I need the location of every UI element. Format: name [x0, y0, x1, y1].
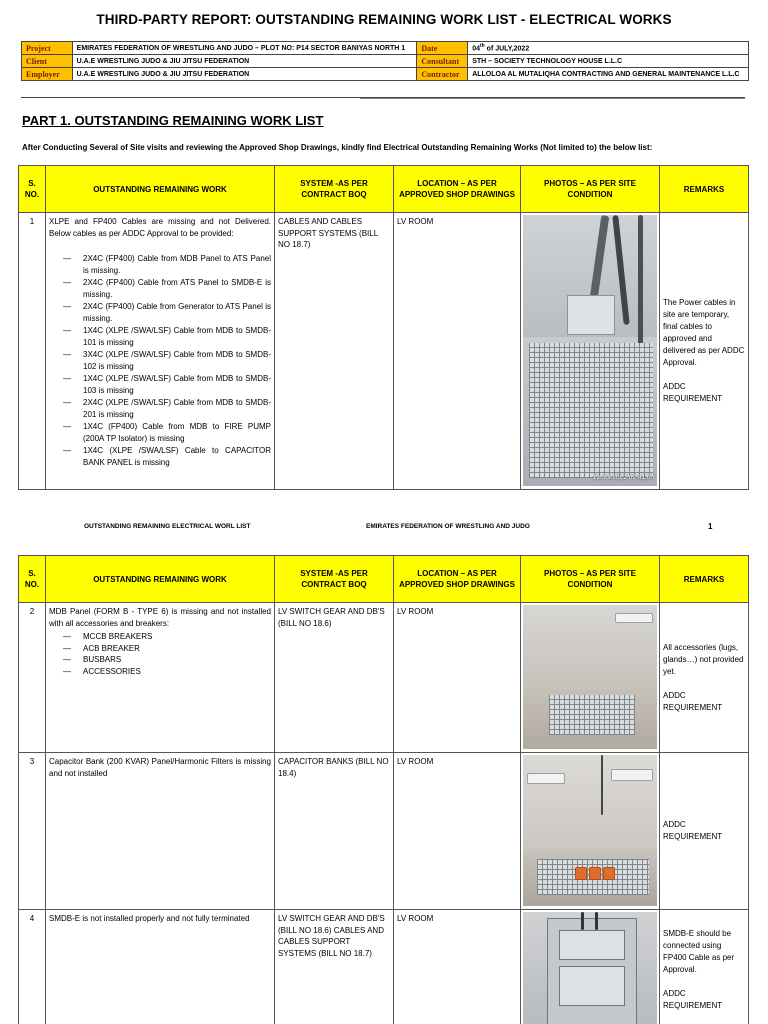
remarks-cell: SMDB-E should be connected using FP400 Cable as per Approval. ADDC REQUIREMENT	[660, 910, 749, 1024]
client-value: U.A.E WRESTLING JUDO & JIU JITSU FEDERATION	[72, 55, 417, 68]
list-item: — 3X4C (XLPE /SWA/LSF) Cable from MDB to SMDB-102 is missing	[49, 349, 271, 372]
date-label: Date	[417, 42, 468, 55]
header-remarks: REMARKS	[660, 556, 749, 603]
header-sno: S. NO.	[19, 166, 46, 213]
list-item: — 2X4C (FP400) Cable from Generator to ATS Panel is missing.	[49, 301, 271, 324]
site-photo-capacitor-room	[523, 755, 657, 906]
photo-cell	[521, 753, 660, 910]
date-value: 04th of JULY,2022	[468, 42, 749, 55]
photo-cell	[521, 213, 660, 490]
site-photo-cables	[523, 215, 657, 486]
table-row	[19, 753, 749, 910]
missing-cables-list	[49, 253, 271, 468]
row-number: 4	[19, 910, 46, 1024]
table-row	[19, 603, 749, 753]
work-description: MDB Panel (FORM B - TYPE 6) is missing and not installed with all accessories and breakers: — MCCB BREAKERS — ACB BREAKER — BUSBARS — ACCESSORIES	[46, 603, 275, 753]
photo-cell	[521, 603, 660, 753]
divider-line-secondary	[360, 98, 745, 99]
consultant-value: STH – SOCIETY TECHNOLOGY HOUSE L.L.C	[468, 55, 749, 68]
remarks-cell: ADDC REQUIREMENT	[660, 753, 749, 910]
work-table-page-2	[18, 555, 749, 1024]
row-number: 3	[19, 753, 46, 910]
header-photos: PHOTOS – AS PER SITE CONDITION	[521, 556, 660, 603]
intro-text: After Conducting Several of Site visits and reviewing the Approved Shop Drawings, kindly find Electrical Outstanding Remaining Works (Not limited to) the below list:	[22, 143, 653, 152]
row-number: 1	[19, 213, 46, 490]
work-description: XLPE and FP400 Cables are missing and not Delivered. Below cables as per ADDC Approval to be provided: — 2X4C (FP400) Cable from MDB Panel to ATS Panel is missing. — 2X4C (FP400) Cable from ATS Panel to SMDB-E is missing. — 2X4C (FP400) Cable from Generator to ATS Panel is missing. — 1X4C (XLPE /SWA/LSF) Cable from MDB to SMDB-101 is missing — 3X4C (XLPE /SWA/LSF) Cable from MDB to SMDB-102 is missing — 1X4C (XLPE /SWA/LSF) Cable from MDB to SMDB-103 is missing — 2X4C (XLPE /SWA/LSF) Cable from MDB to SMDB-201 is missing — 1X4C (FP400) Cable from MDB to FIRE PUMP (200A TP Isolator) is missing — 1X4C (XLPE /SWA/LSF) Cable to CAPACITOR BANK PANEL is missing	[46, 213, 275, 490]
list-item: — 2X4C (FP400) Cable from ATS Panel to SMDB-E is missing.	[49, 277, 271, 300]
contractor-label: Contractor	[417, 68, 468, 81]
table-row	[19, 910, 749, 1024]
table-row	[19, 213, 749, 490]
header-work: OUTSTANDING REMAINING WORK	[46, 556, 275, 603]
site-photo-mdb-room	[523, 605, 657, 749]
footer-page-number: 1	[708, 522, 713, 531]
list-item: — 1X4C (FP400) Cable from MDB to FIRE PUMP (200A TP Isolator) is missing	[49, 421, 271, 444]
work-description: SMDB-E is not installed properly and not fully terminated	[46, 910, 275, 1024]
part-heading: PART 1. OUTSTANDING REMAINING WORK LIST	[22, 113, 324, 128]
header-location: LOCATION – AS PER APPROVED SHOP DRAWINGS	[394, 556, 521, 603]
work-description: Capacitor Bank (200 KVAR) Panel/Harmonic Filters is missing and not installed	[46, 753, 275, 910]
header-system: SYSTEM -AS PER CONTRACT BOQ	[275, 556, 394, 603]
location-cell: LV ROOM	[394, 603, 521, 753]
system-cell: CABLES AND CABLES SUPPORT SYSTEMS (BILL NO 18.7)	[275, 213, 394, 490]
consultant-label: Consultant	[417, 55, 468, 68]
list-item: — 1X4C (XLPE /SWA/LSF) Cable to CAPACITOR BANK PANEL is missing	[49, 445, 271, 468]
project-label: Project	[22, 42, 73, 55]
employer-value: U.A.E WRESTLING JUDO & JIU JITSU FEDERATION	[72, 68, 417, 81]
footer-center: EMIRATES FEDERATION OF WRESTLING AND JUDO	[366, 523, 530, 530]
list-item: — 1X4C (XLPE /SWA/LSF) Cable from MDB to SMDB-103 is missing	[49, 373, 271, 396]
row-number: 2	[19, 603, 46, 753]
list-item: — ACB BREAKER	[49, 643, 271, 655]
project-value: EMIRATES FEDERATION OF WRESTLING AND JUDO – PLOT NO: P14 SECTOR BANIYAS NORTH 1	[72, 42, 417, 55]
project-info-table	[21, 41, 749, 81]
list-item: — 2X4C (FP400) Cable from MDB Panel to ATS Panel is missing.	[49, 253, 271, 276]
location-cell: LV ROOM	[394, 753, 521, 910]
location-cell: LV ROOM	[394, 213, 521, 490]
list-item: — MCCB BREAKERS	[49, 631, 271, 643]
remarks-cell: All accessories (lugs, glands…) not provided yet. ADDC REQUIREMENT	[660, 603, 749, 753]
system-cell: LV SWITCH GEAR AND DB'S (BILL NO 18.6) CABLES AND CABLES SUPPORT SYSTEMS (BILL NO 18.7)	[275, 910, 394, 1024]
header-system: SYSTEM -AS PER CONTRACT BOQ	[275, 166, 394, 213]
header-remarks: REMARKS	[660, 166, 749, 213]
location-cell: LV ROOM	[394, 910, 521, 1024]
footer-left: OUTSTANDING REMAINING ELECTRICAL WORL LIST	[84, 523, 251, 530]
header-photos: PHOTOS – AS PER SITE CONDITION	[521, 166, 660, 213]
list-item: — ACCESSORIES	[49, 666, 271, 678]
contractor-value: ALLOLOA AL MUTALIQHA CONTRACTING AND GENERAL MAINTENANCE L.L.C	[468, 68, 749, 81]
missing-items-list	[49, 631, 271, 677]
list-item: — 2X4C (XLPE /SWA/LSF) Cable from MDB to SMDB-201 is missing	[49, 397, 271, 420]
site-photo-smdb-e	[523, 912, 657, 1024]
header-location: LOCATION – AS PER APPROVED SHOP DRAWINGS	[394, 166, 521, 213]
system-cell: CAPACITOR BANKS (BILL NO 18.4)	[275, 753, 394, 910]
employer-label: Employer	[22, 68, 73, 81]
header-sno: S. NO.	[19, 556, 46, 603]
photo-cell	[521, 910, 660, 1024]
list-item: — 1X4C (XLPE /SWA/LSF) Cable from MDB to SMDB-101 is missing	[49, 325, 271, 348]
client-label: Client	[22, 55, 73, 68]
system-cell: LV SWITCH GEAR AND DB'S (BILL NO 18.6)	[275, 603, 394, 753]
report-title: THIRD-PARTY REPORT: OUTSTANDING REMAINING WORK LIST - ELECTRICAL WORKS	[96, 12, 672, 27]
list-item: — BUSBARS	[49, 654, 271, 666]
work-table-page-1	[18, 165, 749, 490]
photo-timestamp: 19-Jul-2022 09:41:00	[592, 473, 654, 481]
remarks-cell: The Power cables in site are temporary, final cables to approved and delivered as per ADDC Approval. ADDC REQUIREMENT	[660, 213, 749, 490]
header-work: OUTSTANDING REMAINING WORK	[46, 166, 275, 213]
